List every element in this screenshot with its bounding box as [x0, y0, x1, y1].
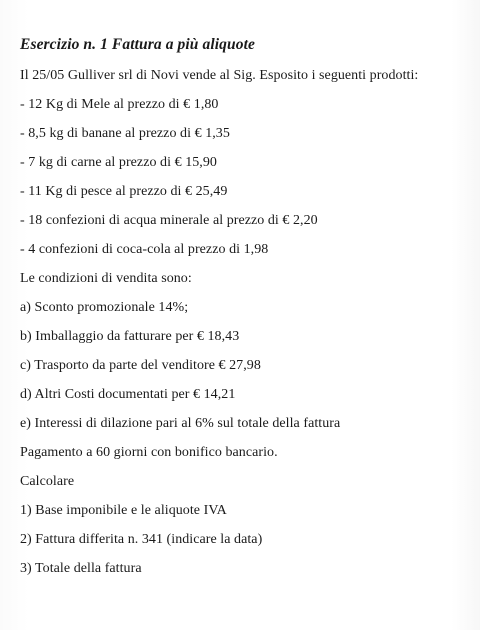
- conditions-heading: Le condizioni di vendita sono:: [20, 271, 192, 286]
- task-item: 2) Fattura differita n. 341 (indicare la data): [20, 532, 263, 547]
- exercise-title: Esercizio n. 1 Fattura a più aliquote: [20, 36, 255, 53]
- product-item: - 4 confezioni di coca-cola al prezzo di 1,98: [20, 242, 269, 257]
- condition-item: d) Altri Costi documentati per € 14,21: [20, 387, 236, 402]
- product-item: - 18 confezioni di acqua minerale al prezzo di € 2,20: [20, 213, 318, 228]
- condition-item: e) Interessi di dilazione pari al 6% sul totale della fattura: [20, 416, 341, 431]
- intro-text: Il 25/05 Gulliver srl di Novi vende al Sig. Esposito i seguenti prodotti:: [20, 68, 419, 83]
- calculate-heading: Calcolare: [20, 474, 75, 489]
- condition-item: c) Trasporto da parte del venditore € 27,98: [20, 358, 261, 373]
- product-item: - 7 kg di carne al prezzo di € 15,90: [20, 155, 217, 170]
- payment-terms: Pagamento a 60 giorni con bonifico bancario.: [20, 445, 278, 460]
- task-item: 1) Base imponibile e le aliquote IVA: [20, 503, 227, 518]
- product-item: - 8,5 kg di banane al prezzo di € 1,35: [20, 126, 230, 141]
- product-item: - 12 Kg di Mele al prezzo di € 1,80: [20, 97, 219, 112]
- condition-item: b) Imballaggio da fatturare per € 18,43: [20, 329, 240, 344]
- task-item: 3) Totale della fattura: [20, 561, 142, 576]
- condition-item: a) Sconto promozionale 14%;: [20, 300, 189, 315]
- product-item: - 11 Kg di pesce al prezzo di € 25,49: [20, 184, 228, 199]
